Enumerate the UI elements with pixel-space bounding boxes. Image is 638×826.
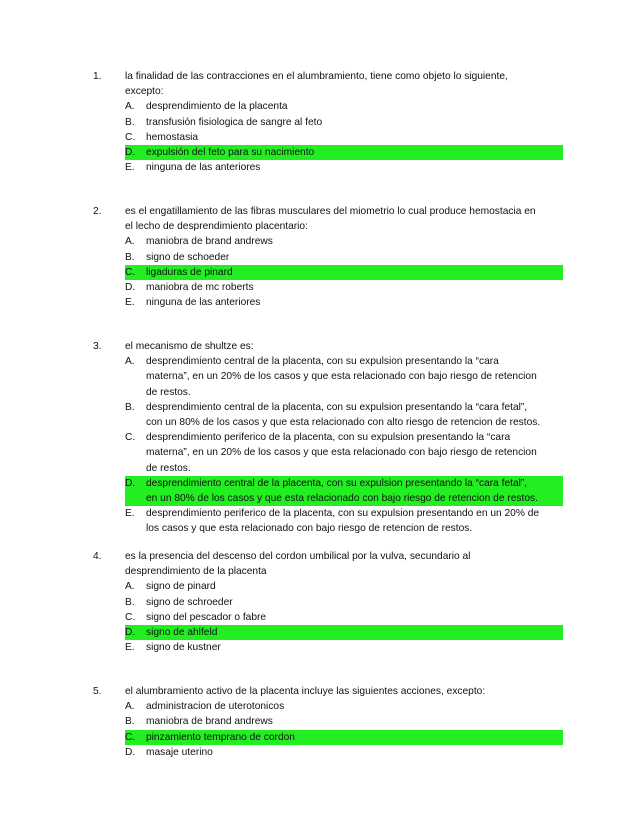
answer-option xyxy=(125,280,563,295)
question-body xyxy=(125,339,563,537)
answer-option xyxy=(125,699,563,714)
question-stem-row xyxy=(93,204,563,310)
option-text-line: maniobra de brand andrews xyxy=(146,236,273,248)
option-letter: D. xyxy=(125,746,136,758)
option-text xyxy=(146,506,563,536)
option-text-line: hemostasia xyxy=(146,131,199,143)
option-text-line: maniobra de mc roberts xyxy=(146,282,254,294)
question-stem-line: el mecanismo de shultze es: xyxy=(125,341,254,352)
question-stem-line: el alumbramiento activo de la placenta incluye las siguientes acciones, excepto: xyxy=(125,686,486,697)
question-3 xyxy=(93,339,563,537)
answer-option-highlighted xyxy=(125,625,563,640)
question-stem-row xyxy=(93,684,563,760)
question-number: 1. xyxy=(93,71,102,82)
option-letter: D. xyxy=(125,282,136,294)
option-letter: B. xyxy=(125,401,135,413)
option-letter: B. xyxy=(125,716,135,728)
option-text-line: desprendimiento periferico de la placenta, con su expulsion presentando en un 20% de xyxy=(146,508,540,520)
question-stem-line: la finalidad de las contracciones en el alumbramiento, tiene como objeto lo siguiente, xyxy=(125,71,508,82)
option-letter: D. xyxy=(125,627,136,639)
option-text xyxy=(146,160,563,175)
option-letter: A. xyxy=(125,101,135,113)
answer-option xyxy=(125,400,563,430)
answer-option xyxy=(125,610,563,625)
question-stem-row xyxy=(93,339,563,537)
answer-option xyxy=(125,595,563,610)
option-letter: E. xyxy=(125,162,135,174)
answer-option xyxy=(125,430,563,476)
option-text xyxy=(146,745,563,760)
option-text xyxy=(146,610,563,625)
answer-option xyxy=(125,579,563,594)
option-text-line: desprendimiento periferico de la placenta, con su expulsion presentando la “cara xyxy=(146,432,511,444)
option-letter: E. xyxy=(125,297,135,309)
question-stem-line: excepto: xyxy=(125,86,164,98)
option-text-line: transfusión fisiologica de sangre al feto xyxy=(146,116,323,128)
option-letter: D. xyxy=(125,147,136,159)
answer-option xyxy=(125,354,563,400)
question-stem-line: desprendimiento de la placenta xyxy=(125,566,267,578)
question-stem-row xyxy=(93,69,563,175)
option-text-line: con un 80% de los casos y que esta relacionado con alto riesgo de retencion de restos. xyxy=(146,417,541,429)
option-text-line: ligaduras de pinard xyxy=(146,266,233,278)
option-text-line: materna”, en un 20% de los casos y que esta relacionado con bajo riesgo de retencion xyxy=(146,371,537,383)
question-stem-line: es el engatillamiento de las fibras musculares del miometrio lo cual produce hemostacia en xyxy=(125,206,536,217)
option-text-line: materna”, en un 20% de los casos y que esta relacionado con bajo riesgo de retencion xyxy=(146,447,537,459)
option-text xyxy=(146,714,563,729)
option-letter: C. xyxy=(125,266,136,278)
option-text xyxy=(146,595,563,610)
option-letter: E. xyxy=(125,642,135,654)
option-letter: A. xyxy=(125,356,135,368)
option-text-line: pinzamiento temprano de cordon xyxy=(146,731,295,743)
option-letter: B. xyxy=(125,116,135,128)
option-text-line: administracion de uterotonicos xyxy=(146,701,285,713)
option-text-line: signo de schroeder xyxy=(146,596,233,608)
option-text-line: expulsión del feto para su nacimiento xyxy=(146,147,315,159)
answer-option-highlighted xyxy=(125,145,563,160)
option-text xyxy=(146,130,563,145)
question-body xyxy=(125,549,563,655)
answer-option xyxy=(125,250,563,265)
option-text-line: masaje uterino xyxy=(146,746,213,758)
option-text xyxy=(146,640,563,655)
question-number: 3. xyxy=(93,341,102,352)
option-text xyxy=(146,234,563,249)
answer-option-highlighted xyxy=(125,265,563,280)
answer-option xyxy=(125,295,563,310)
option-text xyxy=(146,625,563,640)
option-text xyxy=(146,400,563,430)
option-text xyxy=(146,354,563,400)
answer-option xyxy=(125,714,563,729)
question-number: 5. xyxy=(93,686,102,697)
option-text-line: signo de ahlfeld xyxy=(146,627,218,639)
option-text xyxy=(146,295,563,310)
answer-option xyxy=(125,745,563,760)
option-letter: B. xyxy=(125,596,135,608)
answer-option xyxy=(125,99,563,114)
option-text xyxy=(146,430,563,476)
answer-option xyxy=(125,115,563,130)
option-text-line: desprendimiento de la placenta xyxy=(146,101,288,113)
option-text-line: signo de pinard xyxy=(146,581,216,593)
question-stem-line: el lecho de desprendimiento placentario: xyxy=(125,221,308,233)
question-5 xyxy=(93,684,563,760)
option-letter: A. xyxy=(125,581,135,593)
option-text xyxy=(146,250,563,265)
option-letter: C. xyxy=(125,432,136,444)
answer-option-highlighted xyxy=(125,476,563,506)
question-body xyxy=(125,684,563,760)
option-text xyxy=(146,476,563,506)
option-letter: A. xyxy=(125,701,135,713)
option-text-line: signo de schoeder xyxy=(146,251,230,263)
option-text xyxy=(146,115,563,130)
answer-option xyxy=(125,506,563,536)
answer-option-highlighted xyxy=(125,730,563,745)
question-2 xyxy=(93,204,563,310)
option-text xyxy=(146,99,563,114)
option-text-line: los casos y que esta relacionado con bajo riesgo de retencion de restos. xyxy=(146,523,473,535)
option-text-line: desprendimiento central de la placenta, con su expulsion presentando la “cara fetal”, xyxy=(146,477,528,489)
option-letter: C. xyxy=(125,131,136,143)
option-letter: B. xyxy=(125,251,135,263)
option-text-line: de restos. xyxy=(146,386,191,398)
option-letter: A. xyxy=(125,236,135,248)
option-text-line: ninguna de las anteriores xyxy=(146,162,261,174)
question-1 xyxy=(93,69,563,175)
answer-option xyxy=(125,130,563,145)
option-text xyxy=(146,699,563,714)
option-letter: E. xyxy=(125,508,135,520)
option-text-line: de restos. xyxy=(146,462,191,474)
option-letter: D. xyxy=(125,477,136,489)
option-text-line: ninguna de las anteriores xyxy=(146,297,261,309)
answer-option xyxy=(125,160,563,175)
question-body xyxy=(125,69,563,175)
answer-option xyxy=(125,234,563,249)
option-letter: C. xyxy=(125,611,136,623)
question-number: 4. xyxy=(93,551,102,562)
option-text xyxy=(146,280,563,295)
option-text xyxy=(146,265,563,280)
option-text-line: desprendimiento central de la placenta, con su expulsion presentando la “cara fetal”, xyxy=(146,401,528,413)
option-text-line: maniobra de brand andrews xyxy=(146,716,273,728)
option-letter: C. xyxy=(125,731,136,743)
question-stem-row xyxy=(93,549,563,655)
question-number: 2. xyxy=(93,206,102,217)
option-text-line: en un 80% de los casos y que esta relacionado con bajo riesgo de retencion de restos. xyxy=(146,493,538,505)
option-text xyxy=(146,579,563,594)
question-stem-line: es la presencia del descenso del cordon umbilical por la vulva, secundario al xyxy=(125,551,471,562)
option-text xyxy=(146,145,563,160)
option-text-line: signo del pescador o fabre xyxy=(146,611,267,623)
question-4 xyxy=(93,549,563,655)
option-text-line: desprendimiento central de la placenta, con su expulsion presentando la “cara xyxy=(146,356,499,368)
option-text xyxy=(146,730,563,745)
answer-option xyxy=(125,640,563,655)
option-text-line: signo de kustner xyxy=(146,642,221,654)
question-body xyxy=(125,204,563,310)
